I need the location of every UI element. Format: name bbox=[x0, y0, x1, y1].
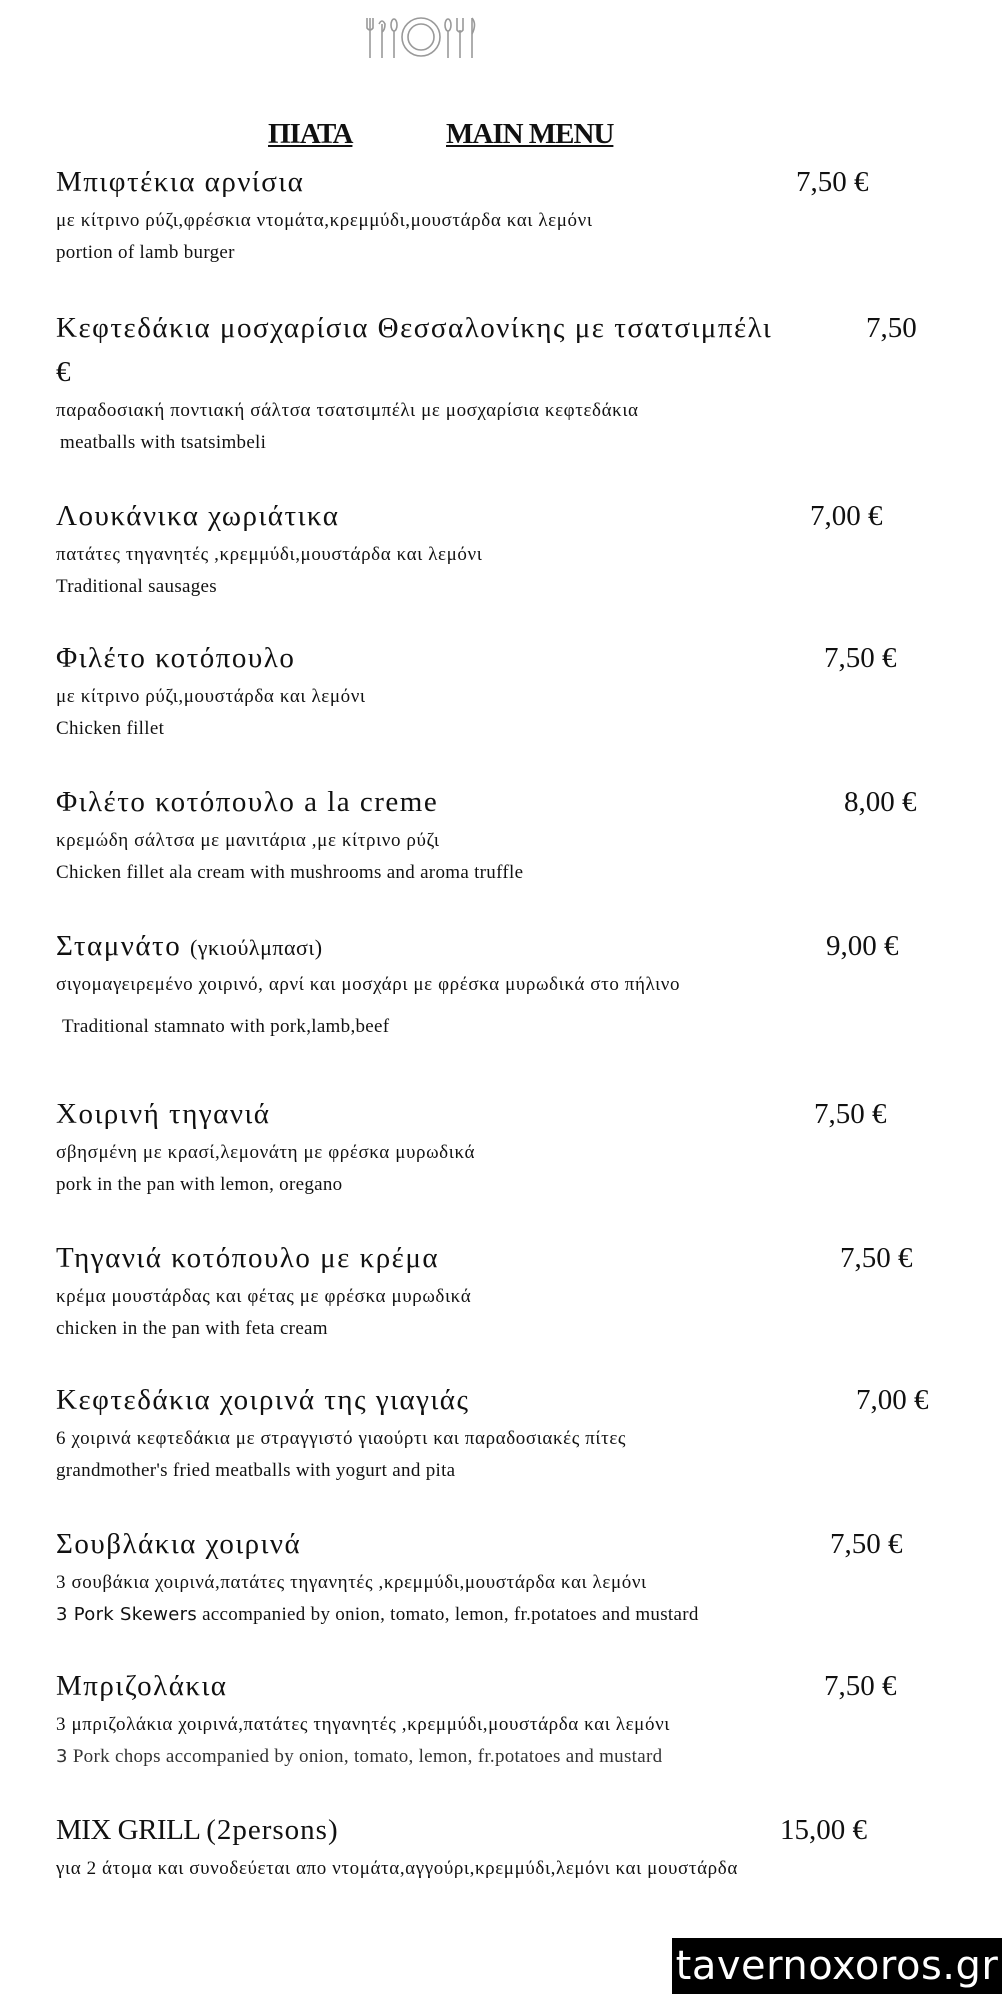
menu-item-name-main: Σταμνάτο bbox=[56, 930, 182, 962]
menu-item-name: Χοιρινή τηγανιά bbox=[56, 1098, 271, 1130]
menu-item-desc: με κίτρινο ρύζι,φρέσκια ντομάτα,κρεμμύδι,μουστάρδα και λεμόνι bbox=[56, 210, 593, 231]
menu-item-price: 7,50 bbox=[866, 312, 917, 344]
menu-item-price: 7,00 € bbox=[856, 1384, 929, 1416]
menu-item-desc: κρεμώδη σάλτσα με μανιτάρια ,με κίτρινο ρύζι bbox=[56, 830, 440, 851]
menu-item-name-main: MIX GRILL bbox=[56, 1814, 200, 1846]
menu-item-english-rest: Pork chops accompanied by onion, tomato, lemon, fr.potatoes and mustard bbox=[67, 1746, 663, 1767]
menu-item-english-rest: accompanied by onion, tomato, lemon, fr.potatoes and mustard bbox=[197, 1604, 699, 1625]
menu-item-name: Κεφτεδάκια μοσχαρίσια Θεσσαλονίκης με τσατσιμπέλι bbox=[56, 312, 773, 344]
menu-item-english bbox=[56, 1746, 662, 1768]
menu-item-english: Chicken fillet ala cream with mushrooms and aroma truffle bbox=[56, 862, 524, 883]
heading-greek: ΠΙΑΤΑ bbox=[268, 118, 353, 150]
menu-item-name: Κεφτεδάκια χοιρινά της γιαγιάς bbox=[56, 1384, 470, 1416]
menu-item-name: Μπιφτέκια αρνίσια bbox=[56, 166, 305, 198]
menu-item-name bbox=[56, 1814, 339, 1847]
heading-english: MAIN MENU bbox=[446, 118, 614, 150]
menu-item-english: Traditional sausages bbox=[56, 576, 217, 597]
menu-item-desc: σβησμένη με κρασί,λεμονάτη με φρέσκα μυρωδικά bbox=[56, 1142, 476, 1163]
watermark: tavernoxoros.gr bbox=[672, 1938, 1002, 1994]
menu-item-name: Μπριζολάκια bbox=[56, 1670, 228, 1702]
menu-item-name: Σουβλάκια χοιρινά bbox=[56, 1528, 302, 1560]
menu-item-english: meatballs with tsatsimbeli bbox=[60, 432, 267, 453]
menu-item-english-lead: 3 Pork Skewers bbox=[56, 1604, 198, 1625]
menu-item-english: chicken in the pan with feta cream bbox=[56, 1318, 328, 1339]
menu-item-desc: 3 σουβάκια χοιρινά,πατάτες τηγανητές ,κρεμμύδι,μουστάρδα και λεμόνι bbox=[56, 1572, 647, 1593]
menu-item-desc: πατάτες τηγανητές ,κρεμμύδι,μουστάρδα και λεμόνι bbox=[56, 544, 483, 565]
menu-item-price-currency: € bbox=[56, 356, 71, 388]
menu-item-name-sub: (2persons) bbox=[206, 1814, 339, 1846]
menu-item-desc: κρέμα μουστάρδας και φέτας με φρέσκα μυρωδικά bbox=[56, 1286, 472, 1307]
menu-item-price: 9,00 € bbox=[826, 930, 899, 962]
cutlery-plate-icon bbox=[362, 12, 480, 62]
menu-item-name: Τηγανιά κοτόπουλο με κρέμα bbox=[56, 1242, 440, 1274]
menu-item-price: 7,50 € bbox=[814, 1098, 887, 1130]
menu-item-desc: παραδοσιακή ποντιακή σάλτσα τσατσιμπέλι με μοσχαρίσια κεφτεδάκια bbox=[56, 400, 639, 421]
menu-item-english: Chicken fillet bbox=[56, 718, 165, 739]
menu-item-price: 7,00 € bbox=[810, 500, 883, 532]
menu-item-price: 7,50 € bbox=[824, 1670, 897, 1702]
menu-item-english: grandmother's fried meatballs with yogurt and pita bbox=[56, 1460, 456, 1481]
menu-item-price: 7,50 € bbox=[830, 1528, 903, 1560]
menu-item-name: Λουκάνικα χωριάτικα bbox=[56, 500, 340, 532]
menu-item-desc: για 2 άτομα και συνοδεύεται απο ντομάτα,αγγούρι,κρεμμύδι,λεμόνι και μουστάρδα bbox=[56, 1858, 738, 1879]
menu-item-price: 8,00 € bbox=[844, 786, 917, 818]
menu-item-name: Φιλέτο κοτόπουλο bbox=[56, 642, 296, 674]
menu-item-english: Traditional stamnato with pork,lamb,beef bbox=[62, 1016, 390, 1037]
menu-item-price: 7,50 € bbox=[796, 166, 869, 198]
menu-item-name: Φιλέτο κοτόπουλο a la creme bbox=[56, 786, 439, 818]
menu-item-english: portion of lamb burger bbox=[56, 242, 235, 263]
menu-item-desc: 3 μπριζολάκια χοιρινά,πατάτες τηγανητές ,κρεμμύδι,μουστάρδα και λεμόνι bbox=[56, 1714, 670, 1735]
menu-item-desc: με κίτρινο ρύζι,μουστάρδα και λεμόνι bbox=[56, 686, 366, 707]
menu-item-english-lead: 3 bbox=[56, 1746, 68, 1767]
menu-item-price: 15,00 € bbox=[780, 1814, 867, 1846]
menu-item-desc: σιγομαγειρεμένο χοιρινό, αρνί και μοσχάρι με φρέσκα μυρωδικά στο πήλινο bbox=[56, 974, 681, 995]
menu-item-name-sub: (γκιούλμπασι) bbox=[189, 935, 323, 960]
menu-item-name bbox=[56, 930, 323, 963]
menu-item-english: pork in the pan with lemon, oregano bbox=[56, 1174, 343, 1195]
menu-item-price: 7,50 € bbox=[824, 642, 897, 674]
menu-item-desc: 6 χοιρινά κεφτεδάκια με στραγγιστό γιαούρτι και παραδοσιακές πίτες bbox=[56, 1428, 627, 1449]
menu-item-english bbox=[56, 1604, 699, 1626]
menu-item-price: 7,50 € bbox=[840, 1242, 913, 1274]
